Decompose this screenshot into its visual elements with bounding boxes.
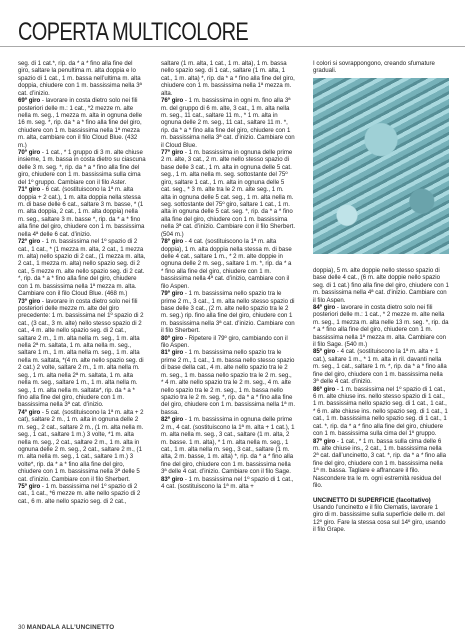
instruction-paragraph: 85º giro - 4 cat. (sostituiscono la 1ª m. alta + 1 cat.), saltare 1 m., * 1 m. alta in ril. davanti nella m. seg., 1 cat., saltare 1 m. *, rip. da * a * fino alla fine del giro, chiudere con 1 m. bassissima nella 3ª delle 4 cat. d’inizio. — [313, 348, 447, 386]
instruction-paragraph: 80º giro - Ripetere il 79º giro, cambiando con il filo Aspen. — [161, 334, 288, 350]
instruction-paragraph: Usando l’uncinetto e il filo Clematis, lavorare 1 giro di m. bassissime sulla superficie delle m. del 12º giro. Fare la stessa cosa sul 14º giro, usando il filo Grape. — [313, 503, 446, 534]
instruction-paragraph: saltare (1 m. alta, 1 cat., 1 m. alta), 1 m. bassa nello spazio seg. di 1 cat., saltare (1 m. alta, 1 cat., 1 m. alta) *, rip. da * a * fino alla fine del giro, chiudere con 1 m. bassissima nella 1ª mezza m. alta. — [161, 60, 295, 97]
crochet-photo-right — [313, 78, 449, 254]
column-1 — [18, 60, 146, 505]
instruction-paragraph: 78º giro - 4 cat. (sostituiscono la 1ª m. alta doppia), 1 m. alta doppia nella stessa m. di base delle 4 cat., saltare 1 m., * 2 m. alte doppie in ognuna delle 2 m. seg., saltare 1 m. *, rip. da * a * fino alla fine del giro, chiudere con 1 m. bassissima nella 4ª cat. d’inizio, cambiare con il filo Aspen. — [161, 238, 292, 290]
column-2 — [161, 60, 295, 490]
instruction-paragraph: 75º giro - 1 m. bassissima nel 1º spazio di 2 cat., 1 cat., *6 mezze m. alte nello spazio di 2 cat., 6 m. alte nello spazio seg. di 2 cat., — [18, 483, 141, 505]
instruction-paragraph: 73º giro - lavorare in costa dietro solo nei fili posteriori delle mezze m. alte del giro precedente: 1 m. bassissima nel 1º spazio di 2 cat., (3 cat., 3 m. alte) nello stesso spazio di 2 cat., 4 m. alte nello spazio seg. di 2 cat., saltare 2 m., 1 m. alta nella m. seg., 1 m. alta nella 2ª m. saltata, 1 m. alta nella m. seg., saltare 1 m., 1 m. alta nella m. seg., 1 m. alta nella m. saltata, *(4 m. alte nello spazio seg. di 2 cat.) 2 volte, saltare 2 m., 1 m. alta nella m. seg., 1 m. alta nella 2ª m. saltata, 1 m. alta nella m. seg., saltare 1 m., 1 m. alta nella m. seg., 1 m. alta nella m. saltata*, rip. da * a * fino alla fine del giro, chiudere con 1 m. bassissima nella 3ª cat. d’inizio. — [18, 297, 144, 409]
instruction-paragraph: 74º giro - 5 cat. (sostituiscono la 1ª m. alta + 2 cat), saltare 2 m., 1 m. alta in ognuna delle 2 m. seg., 2 cat., saltare 2 m., (1 m. alta nella m. seg., 1 cat., saltare 1 m.) 3 volte, *1 m. alta nella m. seg., 2 cat., saltare 2 m., 1 m. alta in ognuna delle 2 m. seg., 2 cat., saltare 2 m., (1 m. alta nella m. seg., 1 cat., saltare 1 m.) 3 volte*, rip. da * a * fino alla fine del giro, chiudere con 1 m. bassissima nella 3ª delle 5 cat. d’inizio. Cambiare con il filo Sherbert. — [18, 408, 144, 483]
instruction-paragraph: 72º giro - 1 m. bassissima nel 1º spazio di 2 cat., 1 cat., * (1 mezza m. alta, 2 cat., 1 mezza m. alta) nello spazio di 2 cat., (1 mezza m. alta, 2 cat., 1 mezza m. alta) nello spazio seg. di 2 cat., 5 mezze m. alte nello spazio seg. di 2 cat. *, rip. da * a * fino alla fine del giro, chiudere con 1 m. bassissima nella 1ª mezza m. alta. Cambiare con il filo Cloud Blue. (468 m.) — [18, 238, 146, 298]
section-heading: UNCINETTO DI SUPERFICIE (facoltativo) — [313, 496, 431, 504]
instruction-paragraph: doppia), 5 m. alte doppie nello stesso spazio di base delle 4 cat., (6 m. alte doppie nello spazio seg. di 1 cat.) fino alla fine del giro, chiudere con 1 m. bassissima nella 4ª cat. d’inizio. Cambiare con il filo Aspen. — [313, 266, 449, 304]
photo-caption: I colori si sovrappongono, creando sfumature graduali. — [313, 60, 435, 75]
instruction-paragraph: 86º giro - 1 m. bassissima nel 1º spazio di 1 cat., 6 m. alte chiuse ins. nello stesso spazio di 1 cat., 1 m. bassissima nello spazio seg. di 1 cat., 1 cat., * 6 m. alte chiuse ins. nello spazio seg. di 1 cat., 1 cat., 1 m. bassissima nello spazio seg. di 1 cat., 1 cat. *, rip. da * a * fino alla fine del giro, chiudere con 1 m. bassissima sulla cima del 1º gruppo. — [313, 385, 448, 438]
instruction-paragraph: 87º giro - 1 cat., * 1 m. bassa sulla cima delle 6 m. alte chiuse ins., 2 cat., 1 m. bassissima nella 2ª cat. dall’uncinetto, 3 cat. *, rip. da * a * fino alla fine del giro, chiudere con 1 m. bassissima nella 1ª m. bassa. Tagliare e affrancare il filo. Nascondere tra le m. ogni estremità residua del filo. — [313, 437, 447, 490]
instruction-paragraph: 69º giro - lavorare in costa dietro solo nei fili posteriori delle m.: 1 cat., *2 mezze m. alte nella m. seg., 1 mezza m. alta in ognuna delle 16 m. seg. *, rip. da * a * fino alla fine del giro, chiudere con 1 m. bassissima nella 1ª mezza m. alta, cambiare con il filo Cloud Blue. (432 m.) — [18, 97, 142, 149]
instruction-paragraph: seg. di 1 cat.*, rip. da * a * fino alla fine del giro, saltare la penultima m. alta doppia e lo spazio di 1 cat., 1 m. bassa nell’ultima m. alta doppia, chiudere con 1 m. bassissima nella 3ª cat. d’inizio. — [18, 60, 142, 97]
instruction-paragraph: 76º giro - 1 m. bassissima in ogni m. fino alla 3ª m. del gruppo di 6 m. alte, 3 cat., 1 m. alta nella m. seg., 11 cat., saltare 11 m., * 1 m. alta in ognuna delle 2 m. seg., 11 cat., saltare 11 m. *, rip. da * a * fino alla fine del giro, chiudere con 1 m. bassissima nella 3ª cat. d’inizio. Cambiare con il Cloud Blue. — [161, 97, 295, 149]
magazine-name: MANDALA ALL’UNCINETTO — [26, 624, 115, 631]
photo-texture — [313, 78, 449, 254]
page-title: COPERTA MULTICOLORE — [18, 18, 249, 46]
instruction-paragraph: 77º giro - 1 m. bassissima in ognuna delle prime 2 m. alte, 3 cat., 2 m. alte nello stesso spazio di base delle 3 cat., 1 m. alta in ognuna delle 5 cat. seg., 1 m. alta nella m. seg. sottostante del 75º giro, saltare 1 cat., 1 m. alta in ognuna delle 5 cat. seg., * 3 m. alte tra le 2 m. alte seg., 1 m. alta in ognuna delle 5 cat. seg., 1 m. alta nella m. seg. sottostante del 75º giro, saltare 1 cat., 1 m. alta in ognuna delle 5 cat. seg. *, rip. da * a * fino alla fine del giro, chiudere con 1 m. bassissima nella 3ª cat. d’inizio. Cambiare con il filo Sherbert. (504 m.) — [161, 149, 296, 238]
page-number: 30 — [18, 624, 26, 631]
instruction-paragraph: 84º giro - lavorare in costa dietro solo nei fili posteriori delle m.: 1 cat., * 2 mezze m. alte nella m. seg., 1 mezza m. alta nelle 13 m. seg. *, rip. da * a * fino alla fine del giro, chiudere con 1 m. bassissima nella 1ª mezza m. alta. Cambiare con il filo Sage. (540 m.) — [313, 303, 449, 349]
instruction-paragraph: 82º giro - 1 m. bassissima in ognuna delle prime 2 m., 4 cat. (sostituiscono la 1ª m. alta + 1 cat.), 1 m. alta nella m. seg., 3 cat., saltare (1 m. alta, 2 m. basse. 1 m. alta), * 1 m. alta nella m. seg., 1 cat., 1 m. alta nella m. seg., 3 cat., saltare (1 m. alta, 2 m. basse, 1 m. alta) *, rip. da * a * fino alla fine del giro, chiudere con 1 m. bassissima nella 3ª delle 4 cat. d’inizio. Cambiare con il filo Sage. — [161, 416, 295, 476]
instruction-paragraph: 79º giro - 1 m. bassissima nello spazio tra le prime 2 m., 3 cat., 1 m. alta nello stesso spazio di base delle 3 cat., (2 m. alte nello spazio tra le 2 m. seg.) rip. fino alla fine del giro, chiudere con 1 m. bassissima nella 3ª cat. d’inizio. Cambiare con il filo Sherbert. — [161, 290, 295, 335]
page-footer — [18, 624, 114, 631]
instruction-paragraph: 81º giro - 1 m. bassissima nello spazio tra le prime 2 m., 1 cat., 1 m. bassa nello stesso spazio di base della cat., 4 m. alte nello spazio tra le 2 m. seg., 1 m. bassa nello spazio tra le 2 m. seg., * 4 m. alte nello spazio tra le 2 m. seg., 4 m. alte nello spazio tra le 2 m. seg., 1 m. bassa nello spazio tra le 2 m. seg. *, rip. da * a * fino alla fine del giro, chiudere con 1 m. bassissima nella 1ª m. bassa. — [161, 349, 296, 416]
instruction-paragraph: 83º giro - 1 m. bassissima nel 1º spazio di 1 cat., 4 cat. (sostituiscono la 1ª m. alta + — [161, 475, 294, 491]
instruction-paragraph: 70º giro - 1 cat., * 1 gruppo di 3 m. alte chiuse insieme, 1 m. bassa in costa dietro su ciascuna delle 3 m. seg. *, rip. da * a * fino alla fine del giro, chiudere con 1 m. bassissima sulla cima del 1º gruppo. Cambiare con il filo Aster. — [18, 149, 146, 186]
title-divider — [0, 46, 465, 47]
instruction-paragraph: 71º giro - 6 cat. (sostituiscono la 1ª m. alta doppia + 2 cat.), 1 m. alta doppia nella stessa m. di base delle 6 cat., saltare 3 m. basse, * (1 m. alta doppia, 2 cat., 1 m. alta doppia) nella m. seg., saltare 3 m. basse *, rip. da * a * fino alla fine del giro, chiudere con 1 m. bassissima nella 4ª delle 6 cat. d’inizio. — [18, 186, 145, 238]
